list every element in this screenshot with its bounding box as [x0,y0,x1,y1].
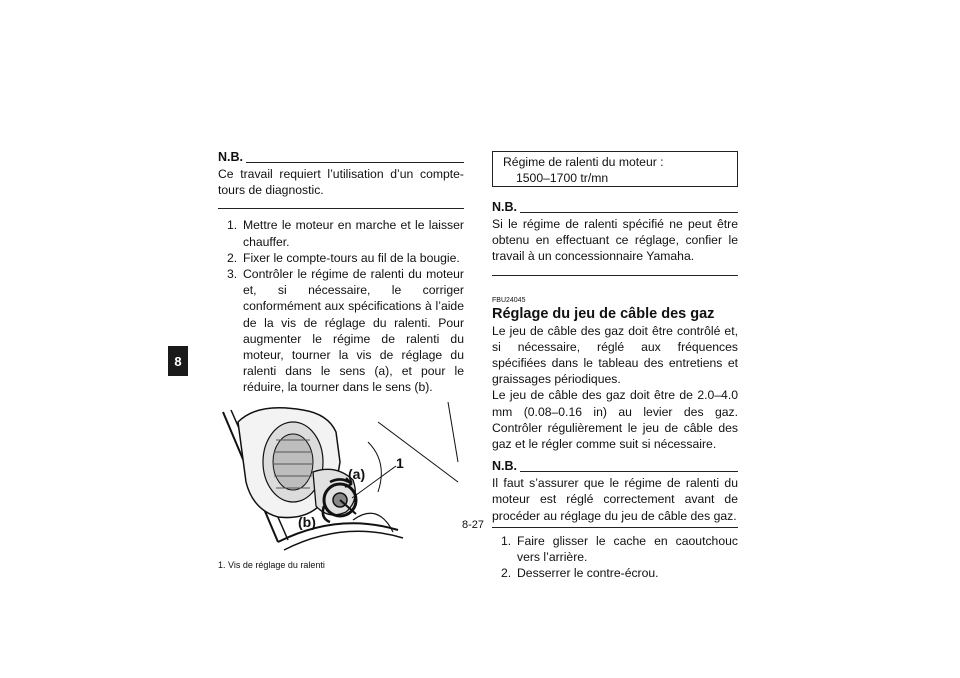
paragraph-2: Le jeu de câble des gaz doit être de 2.0–4.0 mm (0.08–0.16 in) au levier des gaz. Contrôler régulièrement le jeu de câble des gaz et le régler comme suit si nécessaire. [492,388,738,452]
step-text: Contrôler le régime de ralenti du moteur et, si nécessaire, le corriger conformément aux spécifications à l’aide de la vis de réglage du ralenti. Pour augmenter le régime de ralenti du moteur, tourner la vis de réglage du ralenti dans le sens (a), et pour le réduire, la tourner dans le sens (b). [243,267,464,395]
right-column [492,151,738,581]
list-item [492,533,738,565]
nb-text: Ce travail requiert l’utilisation d’un compte-tours de diagnostic. [218,167,464,198]
spec-label: Régime de ralenti du moteur : [503,155,664,169]
nb-text: Il faut s’assurer que le régime de ralenti du moteur est réglé correctement avant de procéder au réglage du jeu de câble des gaz. [492,476,738,523]
nb-block-1 [492,201,738,276]
chapter-tab: 8 [168,346,188,376]
step-number: 2. [501,566,512,581]
nb-rule [520,212,738,213]
list-item [218,217,464,249]
nb-end-rule [492,527,738,528]
label-a: (a) [348,465,366,482]
idle-screw-figure [218,402,464,555]
spec-value: 1500–1700 tr/mn [516,171,609,186]
label-1: 1 [396,454,404,471]
figure-caption: 1. Vis de réglage du ralenti [218,559,325,570]
step-text: Fixer le compte-tours au fil de la bougie. [243,250,460,265]
step-number: 1. [501,533,512,548]
list-item [218,250,464,266]
page-number: 8-27 [462,519,485,531]
step-number: 1. [227,218,238,233]
steps-list [492,533,738,582]
list-item [492,565,738,581]
nb-label: N.B. [492,459,517,474]
nb-rule [520,471,738,472]
paragraph-1: Le jeu de câble des gaz doit être contrôlé et, si nécessaire, réglé aux fréquences spécifiées dans le tableau des entretiens et graissages périodiques. [492,323,738,387]
step-number: 2. [227,250,238,265]
step-text: Desserrer le contre-écrou. [517,566,659,581]
steps-list [218,217,464,395]
list-item [218,266,464,396]
nb-rule [246,162,464,163]
nb-block-2 [492,460,738,528]
nb-title [218,151,464,165]
section-heading: Réglage du jeu de câble des gaz [492,305,715,322]
nb-title [492,460,738,474]
step-number: 3. [227,267,238,282]
nb-text: Si le régime de ralenti spécifié ne peut être obtenu en effectuant ce réglage, confier le travail à un concessionnaire Yamaha. [492,217,738,264]
nb-title [492,201,738,215]
nb-end-rule [492,275,738,276]
step-text: Faire glisser le cache en caoutchouc vers l’arrière. [517,533,738,565]
engine-illustration [218,402,464,555]
nb-label: N.B. [218,149,243,164]
nb-label: N.B. [492,199,517,214]
step-text: Mettre le moteur en marche et le laisser chauffer. [243,218,464,249]
spec-box [492,151,738,187]
left-column [218,151,464,573]
nb-end-rule [218,208,464,209]
reference-code: FBU24045 [492,296,526,304]
label-b: (b) [298,513,316,530]
